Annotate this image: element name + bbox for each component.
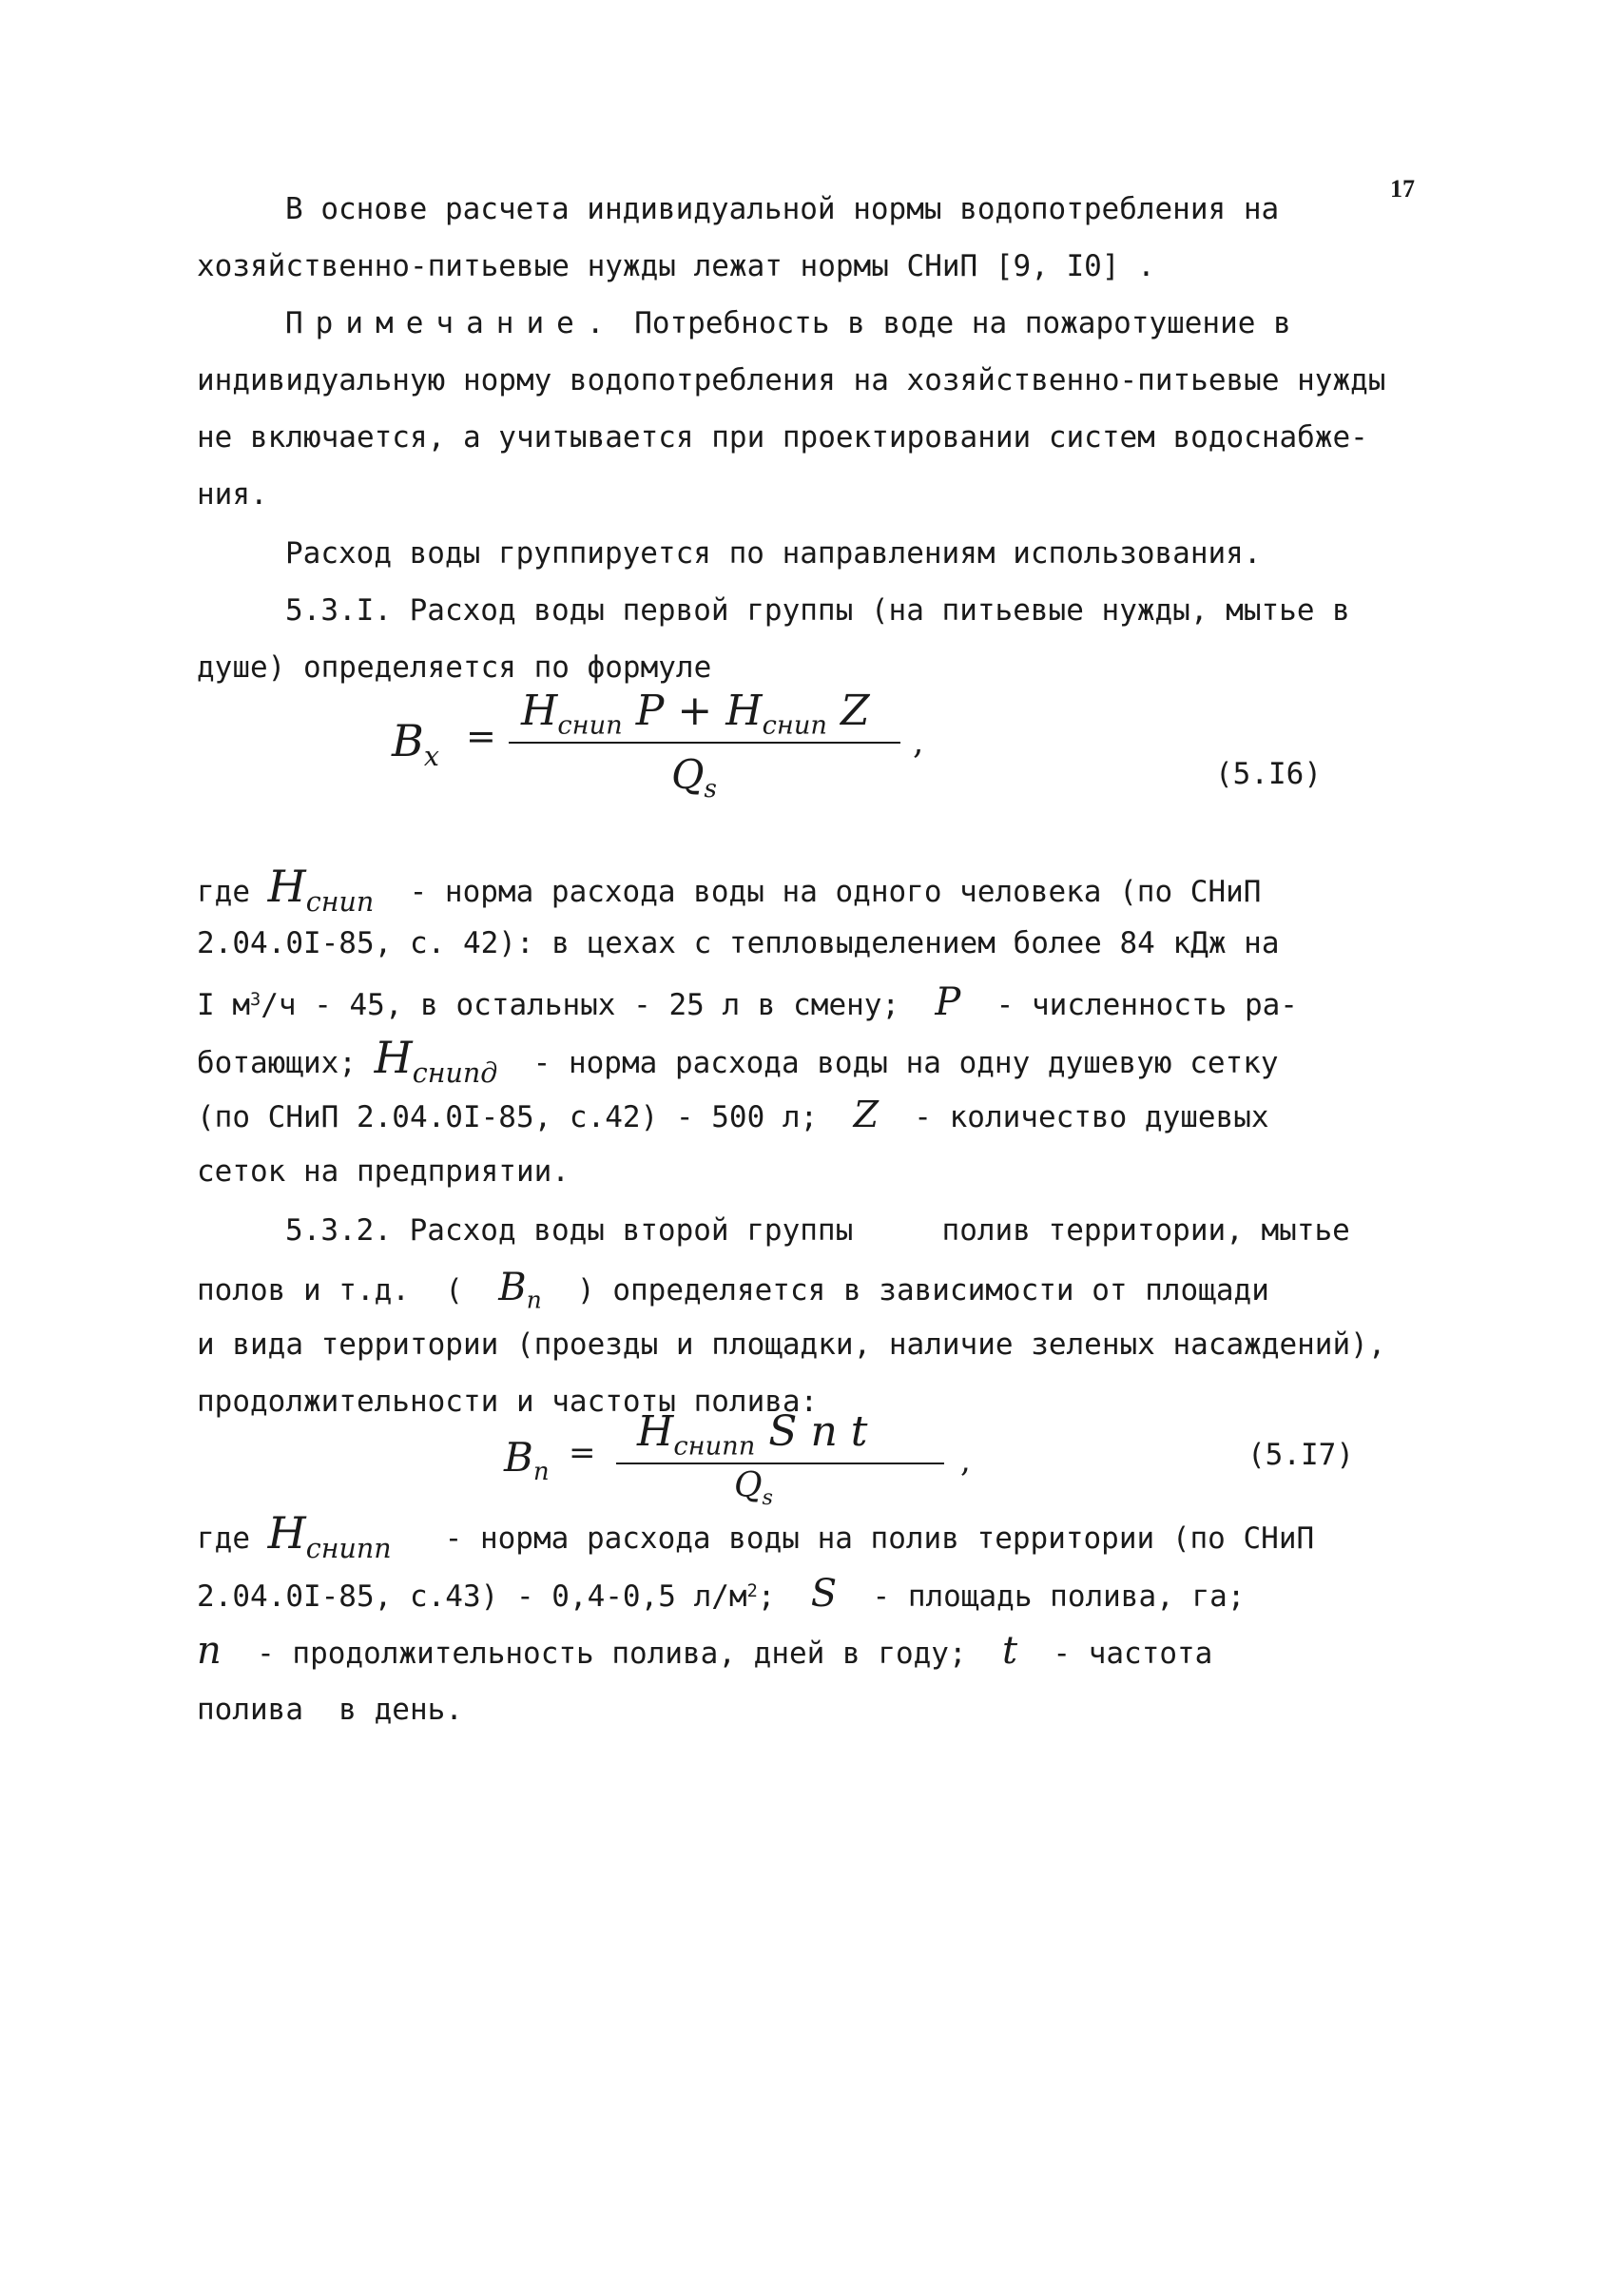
text-line: сеток на предприятии.: [197, 1154, 570, 1189]
text-line: и вида территории (проезды и площадки, наличие зеленых насаждений),: [197, 1327, 1386, 1362]
equation-number: (5.I7): [1247, 1438, 1354, 1472]
fraction-line: [616, 1463, 944, 1464]
formula-denominator: $Q_s$: [734, 1466, 773, 1510]
text-line: где $H_{снип}$ - норма расхода воды на одного человека (по СНиП: [197, 861, 1262, 918]
text-line: Расход воды группируется по направлениям использования.: [285, 536, 1262, 571]
text-line: где $H_{снипп}$ - норма расхода воды на полив территории (по СНиП: [197, 1507, 1315, 1564]
formula-comma: ,: [913, 723, 924, 762]
text-line: I $м^3/ч - 45$, в остальных - 25 л в смену; P - численность ра-: [197, 980, 1298, 1025]
formula-comma: ,: [960, 1442, 971, 1480]
formula-numerator: $H_{снипп}$ S n t: [637, 1407, 868, 1462]
formula-eq: =: [466, 715, 496, 757]
note-line: [285, 304, 1291, 342]
page-number: 17: [1390, 175, 1415, 203]
text-line: хозяйственно-питьевые нужды лежат нормы СНиП [9, I0] .: [197, 249, 1155, 283]
text-line: 2.04.0I-85, с.43) - 0,4-0,5 $л/м^2$; S - площадь полива, га;: [197, 1572, 1246, 1617]
text-line: n - продолжительность полива, дней в году; t - частота: [197, 1629, 1213, 1673]
text-line: 5.3.2. Расход воды второй группы полив территории, мытье: [285, 1213, 1350, 1248]
fraction-line: [509, 742, 900, 744]
text-line: продолжительности и частоты полива:: [197, 1385, 819, 1419]
text-line: не включается, а учитывается при проектировании систем водоснабже-: [197, 420, 1368, 455]
formula-lhs: $B_x$: [392, 715, 439, 772]
equation-number: (5.I6): [1215, 757, 1322, 791]
text-line: 5.3.I. Расход воды первой группы (на питьевые нужды, мытье в: [285, 593, 1350, 628]
formula-eq: =: [569, 1434, 596, 1472]
text-line: 2.04.0I-85, с. 42): в цехах с тепловыделением более 84 кДж на: [197, 926, 1280, 960]
text-line: ботающих; $H_{снипд}$ - норма расхода воды на одну душевую сетку: [197, 1032, 1279, 1089]
text-line: (по СНиП 2.04.0I-85, с.42) - 500 л; Z - количество душевых: [197, 1094, 1269, 1135]
note-text: Потребность в воде на пожаротушение в: [616, 306, 1291, 340]
text-line: ния.: [197, 477, 268, 512]
formula-denominator: $Q_s$: [671, 751, 717, 804]
text-line: душе) определяется по формуле: [197, 650, 712, 685]
text-line: В основе расчета индивидуальной нормы водопотребления на: [285, 192, 1280, 226]
note-label: Примечание.: [285, 306, 617, 340]
formula-lhs: $B_п$: [504, 1434, 550, 1487]
text-line: полов и т.д. ( $B_п$ ) определяется в зависимости от площади: [197, 1266, 1269, 1314]
text-line: индивидуальную норму водопотребления на хозяйственно-питьевые нужды: [197, 363, 1386, 397]
formula-numerator: $H_{снип}$ $P + H_{снип}$ Z: [521, 687, 870, 741]
text-line: полива в день.: [197, 1693, 463, 1727]
